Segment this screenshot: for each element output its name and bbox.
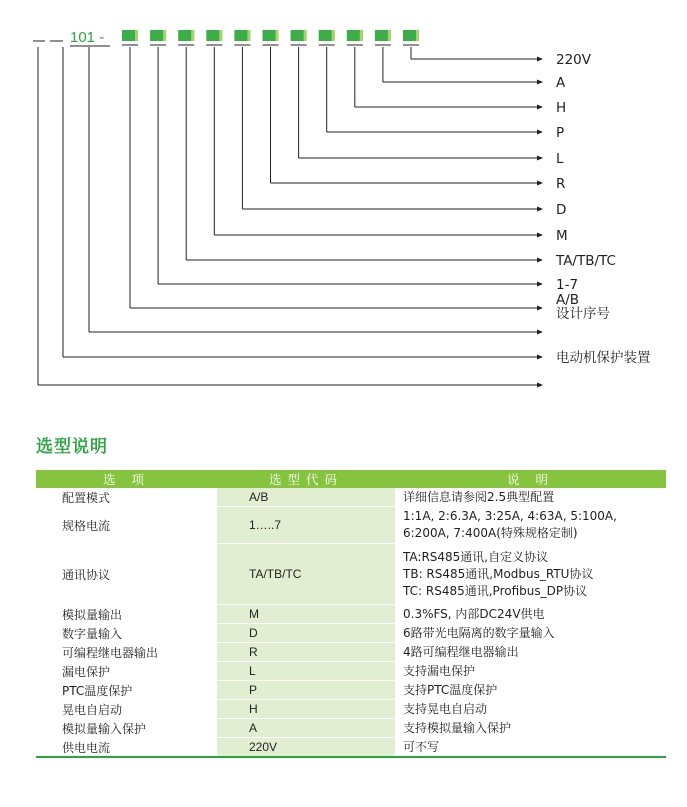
- cell-code: P: [217, 681, 395, 700]
- code-box-accent: [360, 30, 363, 41]
- cell-description: [395, 738, 666, 758]
- code-box-accent: [191, 30, 194, 41]
- arrow-head: [537, 130, 543, 135]
- arrow-head: [537, 355, 543, 360]
- cell-option: PTC温度保护: [36, 681, 217, 700]
- cell-description: [395, 719, 666, 738]
- table-row: [36, 643, 666, 662]
- section-title: 选型说明: [36, 437, 108, 457]
- cell-code: 1…..7: [217, 507, 395, 544]
- description-line: 4路可编程继电器输出: [403, 644, 519, 659]
- cell-option: 模拟量输出: [36, 605, 217, 624]
- table-row: [36, 738, 666, 758]
- cell-code: A: [217, 719, 395, 738]
- cell-description: [395, 488, 666, 507]
- selection-table: [36, 470, 666, 758]
- description-line: 支持漏电保护: [403, 663, 476, 678]
- cell-description: [395, 681, 666, 700]
- arrow-head: [537, 181, 543, 186]
- code-label: L: [556, 151, 564, 167]
- table-row: [36, 488, 666, 507]
- description-line: 详细信息请参阅2.5典型配置: [403, 489, 555, 504]
- cell-code: 220V: [217, 738, 395, 758]
- cell-description: [395, 544, 666, 605]
- arrow-head: [537, 105, 543, 110]
- cell-code: D: [217, 624, 395, 643]
- table-row: [36, 700, 666, 719]
- description-line: 支持PTC温度保护: [403, 682, 498, 697]
- code-box-accent: [332, 30, 335, 41]
- code-label: D: [556, 202, 567, 218]
- description-line: 6路带光电隔离的数字量输入: [403, 625, 555, 640]
- cell-description: [395, 700, 666, 719]
- code-label: A/B: [556, 292, 580, 308]
- cell-option: 供电电流: [36, 738, 217, 758]
- table-row: [36, 662, 666, 681]
- arrow-head: [537, 258, 543, 263]
- cell-code: M: [217, 605, 395, 624]
- arrow-head: [537, 383, 543, 388]
- cell-description: [395, 643, 666, 662]
- code-box-accent: [416, 30, 419, 41]
- code-label: A: [556, 75, 566, 91]
- table-row: [36, 544, 666, 605]
- cell-code: H: [217, 700, 395, 719]
- cell-description: [395, 662, 666, 681]
- description-line: 0.3%FS, 内部DC24V供电: [403, 606, 545, 621]
- code-label: M: [556, 228, 568, 244]
- arrow-head: [537, 156, 543, 161]
- cell-option: 晃电自启动: [36, 700, 217, 719]
- description-line: 6:200A, 7:400A(特殊规格定制): [403, 526, 578, 540]
- code-label: H: [556, 100, 567, 116]
- description-line: TA:RS485通讯,自定义协议: [403, 549, 549, 564]
- header-option: 选 项: [36, 470, 217, 488]
- code-box-accent: [135, 30, 138, 41]
- code-label: 电动机保护装置: [556, 350, 651, 366]
- cell-option: 数字量输入: [36, 624, 217, 643]
- code-label: 1-7: [556, 277, 579, 293]
- cell-option: 模拟量输入保护: [36, 719, 217, 738]
- cell-option: 通讯协议: [36, 544, 217, 605]
- code-label: 220V: [556, 52, 592, 68]
- code-box-accent: [219, 30, 222, 41]
- code-box-accent: [163, 30, 166, 41]
- arrow-head: [537, 57, 543, 62]
- description-line: TB: RS485通讯,Modbus_RTU协议: [403, 566, 594, 581]
- table-row: [36, 507, 666, 544]
- arrow-head: [537, 80, 543, 85]
- cell-option: 漏电保护: [36, 662, 217, 681]
- cell-option: 可编程继电器输出: [36, 643, 217, 662]
- code-box-accent: [276, 30, 279, 41]
- table-row: [36, 719, 666, 738]
- table-row: [36, 681, 666, 700]
- code-label: 设计序号: [556, 306, 610, 322]
- code-label: P: [556, 125, 565, 141]
- cell-description: [395, 624, 666, 643]
- cell-description: [395, 507, 666, 544]
- table-header-row: [36, 470, 666, 488]
- description-line: 可不写: [403, 739, 440, 754]
- table-row: [36, 605, 666, 624]
- arrow-head: [537, 233, 543, 238]
- header-description: 说 明: [395, 470, 666, 488]
- cell-code: R: [217, 643, 395, 662]
- arrow-head: [537, 207, 543, 212]
- code-box-accent: [247, 30, 250, 41]
- arrow-head: [537, 282, 543, 287]
- cell-description: [395, 605, 666, 624]
- cell-code: A/B: [217, 488, 395, 507]
- description-line: TC: RS485通讯,Profibus_DP协议: [403, 583, 588, 598]
- header-code: 选型代码: [217, 470, 395, 488]
- code-box-accent: [304, 30, 307, 41]
- code-label: TA/TB/TC: [556, 253, 616, 269]
- table-row: [36, 624, 666, 643]
- cell-option: 规格电流: [36, 507, 217, 544]
- code-box-accent: [388, 30, 391, 41]
- description-line: 1:1A, 2:6.3A, 3:25A, 4:63A, 5:100A,: [403, 509, 617, 523]
- description-line: 支持模拟量输入保护: [403, 720, 512, 735]
- cell-code: TA/TB/TC: [217, 544, 395, 605]
- arrow-head: [537, 330, 543, 335]
- code-prefix: 101 -: [70, 29, 105, 46]
- description-line: 支持晃电自启动: [403, 701, 488, 716]
- code-label: R: [556, 176, 566, 192]
- cell-code: L: [217, 662, 395, 681]
- cell-option: 配置模式: [36, 488, 217, 507]
- arrow-head: [537, 306, 543, 311]
